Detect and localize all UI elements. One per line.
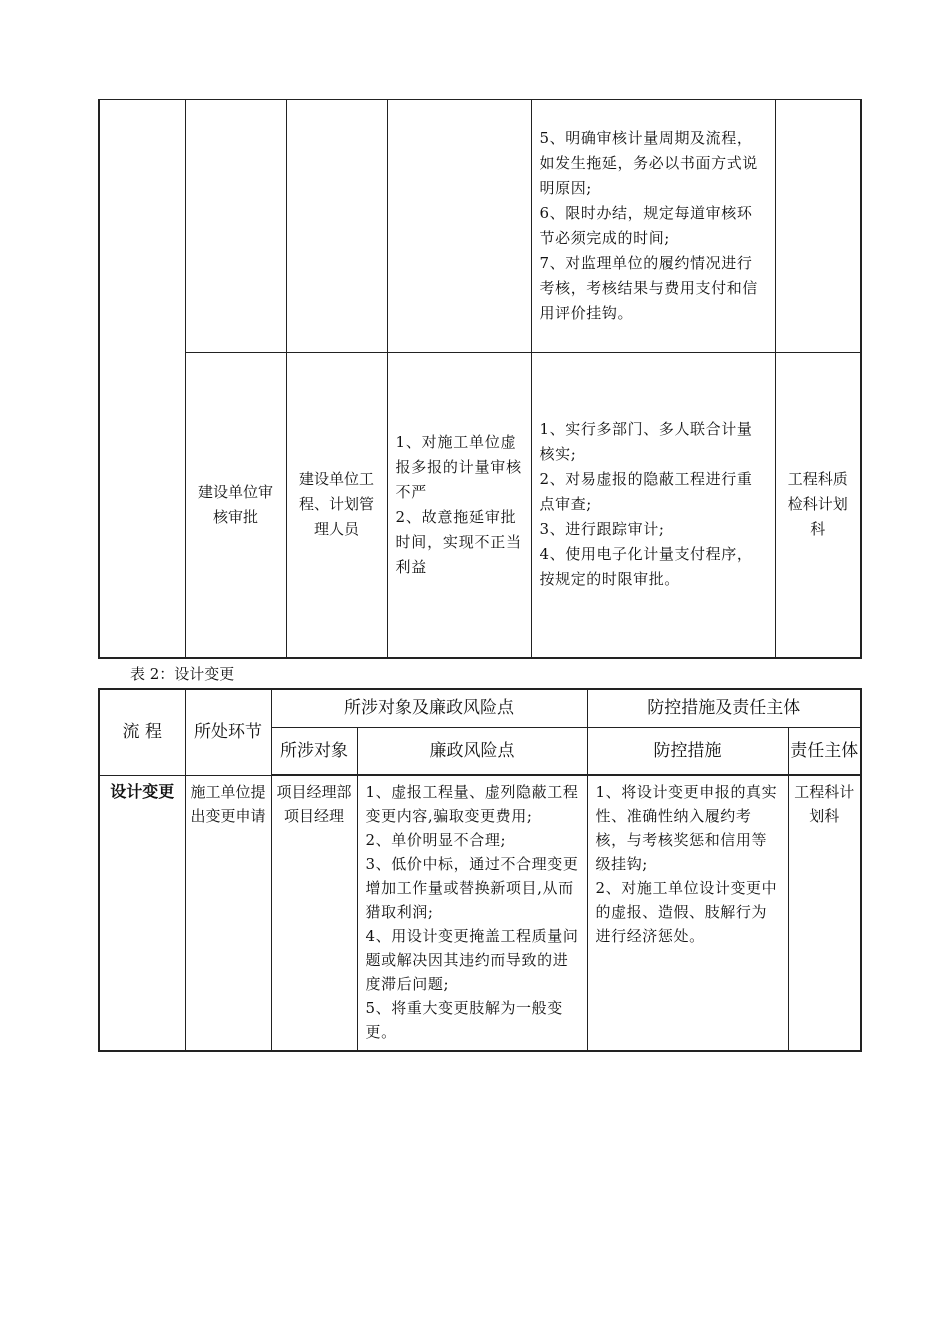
risk-table-continued — [98, 99, 862, 659]
risk-item: 1、虚报工程量、虚列隐蔽工程变更内容,骗取变更费用; — [365, 783, 579, 825]
measures-cell — [531, 100, 775, 353]
measure-item: 2、对施工单位设计变更中的虚报、造假、肢解行为进行经济惩处。 — [595, 879, 778, 945]
object-cell: 建设单位工程、计划管理人员 — [286, 353, 387, 658]
table-row — [99, 100, 861, 353]
table-row — [99, 353, 861, 658]
object-cell — [286, 100, 387, 353]
risk-item: 4、用设计变更掩盖工程质量问题或解决因其违约而导致的进度滞后问题; — [365, 927, 579, 993]
risk-item: 3、低价中标，通过不合理变更增加工作量或替换新项目,从而猎取利润; — [365, 855, 579, 921]
table-caption: 表 2：设计变更 — [130, 665, 235, 683]
header-responsible: 责任主体 — [788, 727, 861, 775]
header-object: 所涉对象 — [271, 727, 357, 775]
header-risk: 廉政风险点 — [357, 727, 587, 775]
header-control-group: 防控措施及责任主体 — [587, 689, 861, 727]
header-risk-group: 所涉对象及廉政风险点 — [271, 689, 587, 727]
stage-cell — [185, 100, 286, 353]
risk-item: 2、单价明显不合理; — [365, 831, 507, 849]
risk-item: 5、将重大变更肢解为一般变更。 — [365, 999, 563, 1041]
header-row — [99, 689, 861, 727]
responsible-cell: 工程科质检科计划科 — [775, 353, 861, 658]
design-change-table — [98, 688, 862, 1052]
measures-cell — [587, 775, 788, 1051]
stage-cell: 建设单位审核审批 — [185, 353, 286, 658]
object-cell: 项目经理部项目经理 — [271, 775, 357, 1051]
responsible-cell — [775, 100, 861, 353]
table-row — [99, 775, 861, 1051]
risk-cell — [387, 100, 531, 353]
process-cell — [99, 100, 185, 658]
risk-cell — [387, 353, 531, 658]
process-cell: 设计变更 — [99, 775, 185, 1051]
measure-item: 2、对易虚报的隐蔽工程进行重点审查; — [539, 470, 753, 514]
measure-item: 1、实行多部门、多人联合计量核实; — [539, 420, 753, 464]
header-stage: 所处环节 — [185, 689, 271, 775]
stage-cell: 施工单位提出变更申请 — [185, 775, 271, 1051]
header-measure: 防控措施 — [587, 727, 788, 775]
measure-item: 6、限时办结，规定每道审核环节必须完成的时间; — [539, 204, 753, 247]
risk-item: 2、故意拖延审批时间，实现不正当利益 — [395, 507, 522, 576]
header-process: 流 程 — [99, 689, 185, 775]
measure-item: 7、对监理单位的履约情况进行考核，考核结果与费用支付和信用评价挂钩。 — [539, 254, 758, 322]
risk-cell — [357, 775, 587, 1051]
measures-cell — [531, 353, 775, 658]
measure-item: 4、使用电子化计量支付程序，按规定的时限审批。 — [539, 545, 753, 589]
responsible-cell: 工程科计划科 — [788, 775, 861, 1051]
measure-item: 5、明确审核计量周期及流程，如发生拖延，务必以书面方式说明原因; — [539, 129, 758, 197]
measure-item: 3、进行跟踪审计; — [539, 520, 665, 539]
measure-item: 1、将设计变更申报的真实性、准确性纳入履约考核，与考核奖惩和信用等级挂钩; — [595, 783, 778, 873]
risk-item: 1、对施工单位虚报多报的计量审核不严 — [395, 432, 522, 501]
